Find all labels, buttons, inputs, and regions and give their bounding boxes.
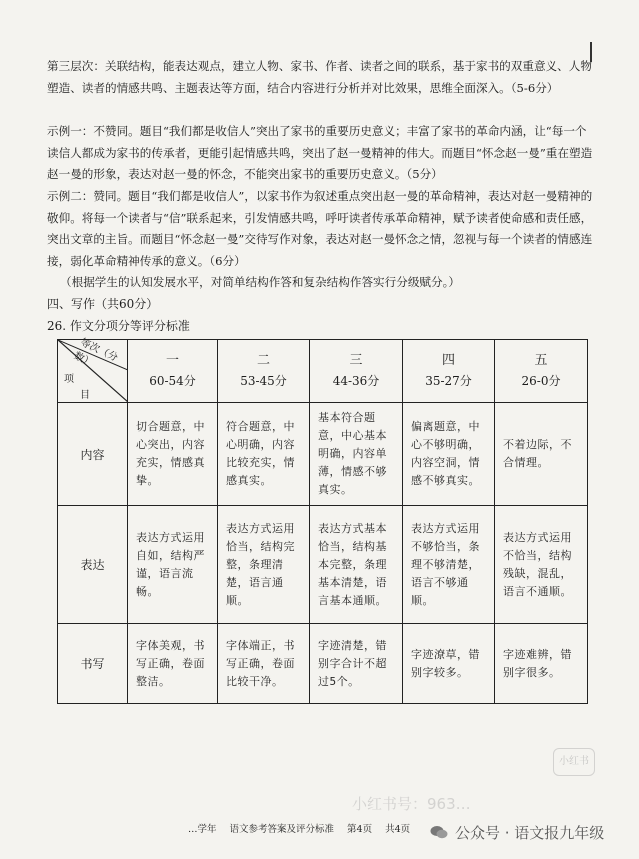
table-cell: 字体美观，书写正确，卷面整洁。 — [128, 624, 218, 704]
table-row-content — [58, 403, 588, 506]
level-header: 一 60-54分 — [128, 340, 218, 403]
table-cell: 偏离题意，中心不够明确，内容空洞，情感不够真实。 — [403, 403, 495, 506]
table-corner-cell — [58, 337, 128, 403]
level-header: 三 44-36分 — [310, 340, 403, 403]
watermark-account: 公众号 · 语文报九年级 — [455, 824, 605, 842]
table-cell: 字体端正，书写正确，卷面比较干净。 — [218, 624, 310, 704]
table-cell: 字迹潦草，错别字较多。 — [403, 624, 495, 704]
question-26-heading: 26. 作文分项分等评分标准 — [47, 319, 190, 333]
page-footer: …学年 语文参考答案及评分标准 第4页 共4页 — [188, 824, 411, 835]
corner-item-label-2: 目 — [80, 390, 90, 401]
table-cell: 不着边际，不合情理。 — [495, 403, 588, 506]
table-cell: 字迹难辨，错别字很多。 — [495, 624, 588, 704]
table-header-row — [58, 340, 588, 403]
table-row-handwriting — [58, 624, 588, 704]
table-cell: 表达方式运用恰当，结构完整，条理清楚，语言通顺。 — [218, 506, 310, 624]
table-cell: 切合题意，中心突出，内容充实，情感真挚。 — [128, 403, 218, 506]
scoring-note: （根据学生的认知发展水平，对简单结构作答和复杂结构作答实行分级赋分。） — [60, 275, 460, 289]
table-row-expression — [58, 506, 588, 624]
row-category: 内容 — [58, 403, 128, 506]
table-cell: 表达方式基本恰当，结构基本完整，条理基本清楚，语言基本通顺。 — [310, 506, 403, 624]
level-header: 二 53-45分 — [218, 340, 310, 403]
level-header: 四 35-27分 — [403, 340, 495, 403]
watermark-faint-text: 小红书号：963… — [352, 795, 471, 813]
corner-grade-label: 等次（分数） — [72, 337, 120, 370]
table-cell: 表达方式运用不恰当，结构残缺，混乱，语言不通顺。 — [495, 506, 588, 624]
wechat-icon — [430, 825, 448, 839]
essay-scoring-table — [57, 339, 588, 704]
watermark-logo: 小红书 — [553, 748, 595, 776]
answer-example-1: 示例一：不赞同。题目“我们都是收信人”突出了家书的重要历史意义；丰富了家书的革命内涵，让“每一个读信人都成为家书的传承者，更能引起情感共鸣，突出了赵一曼精神的伟大。而题目“怀念赵一曼”重在塑造赵一曼的形象，表达对赵一曼的怀念，不能突出家书的重要历史意义。（5分） — [47, 124, 593, 181]
corner-item-label: 项 — [64, 374, 74, 385]
answer-example-2: 示例二：赞同。题目“我们都是收信人”，以家书作为叙述重点突出赵一曼的革命精神，表达对赵一曼精神的敬仰。将每一个读者与“信”联系起来，引发情感共鸣，呼吁读者传承革命精神，赋予读者使命感和责任感，突出文章的主旨。而题目“怀念赵一曼”交待写作对象，表达对赵一曼怀念之情，忽视与每一个读者的情感连接，弱化革命精神传承的意义。（6分） — [47, 189, 593, 268]
scoring-level-3: 第三层次：关联结构，能表达观点，建立人物、家书、作者、读者之间的联系，基于家书的双重意义、人物塑造、读者的情感共鸣、主题表达等方面，结合内容进行分析并对比效果，思维全面深入。（5-6分） — [47, 59, 592, 95]
section-4-heading: 四、写作（共60分） — [47, 297, 159, 311]
row-category: 书写 — [58, 624, 128, 704]
table-cell: 字迹清楚，错别字合计不超过5个。 — [310, 624, 403, 704]
level-header: 五 26-0分 — [495, 340, 588, 403]
table-cell: 基本符合题意，中心基本明确，内容单薄，情感不够真实。 — [310, 403, 403, 506]
row-category: 表达 — [58, 506, 128, 624]
table-cell: 表达方式运用不够恰当，条理不够清楚，语言不够通顺。 — [403, 506, 495, 624]
table-cell: 表达方式运用自如，结构严谨，语言流畅。 — [128, 506, 218, 624]
table-cell: 符合题意，中心明确，内容比较充实，情感真实。 — [218, 403, 310, 506]
